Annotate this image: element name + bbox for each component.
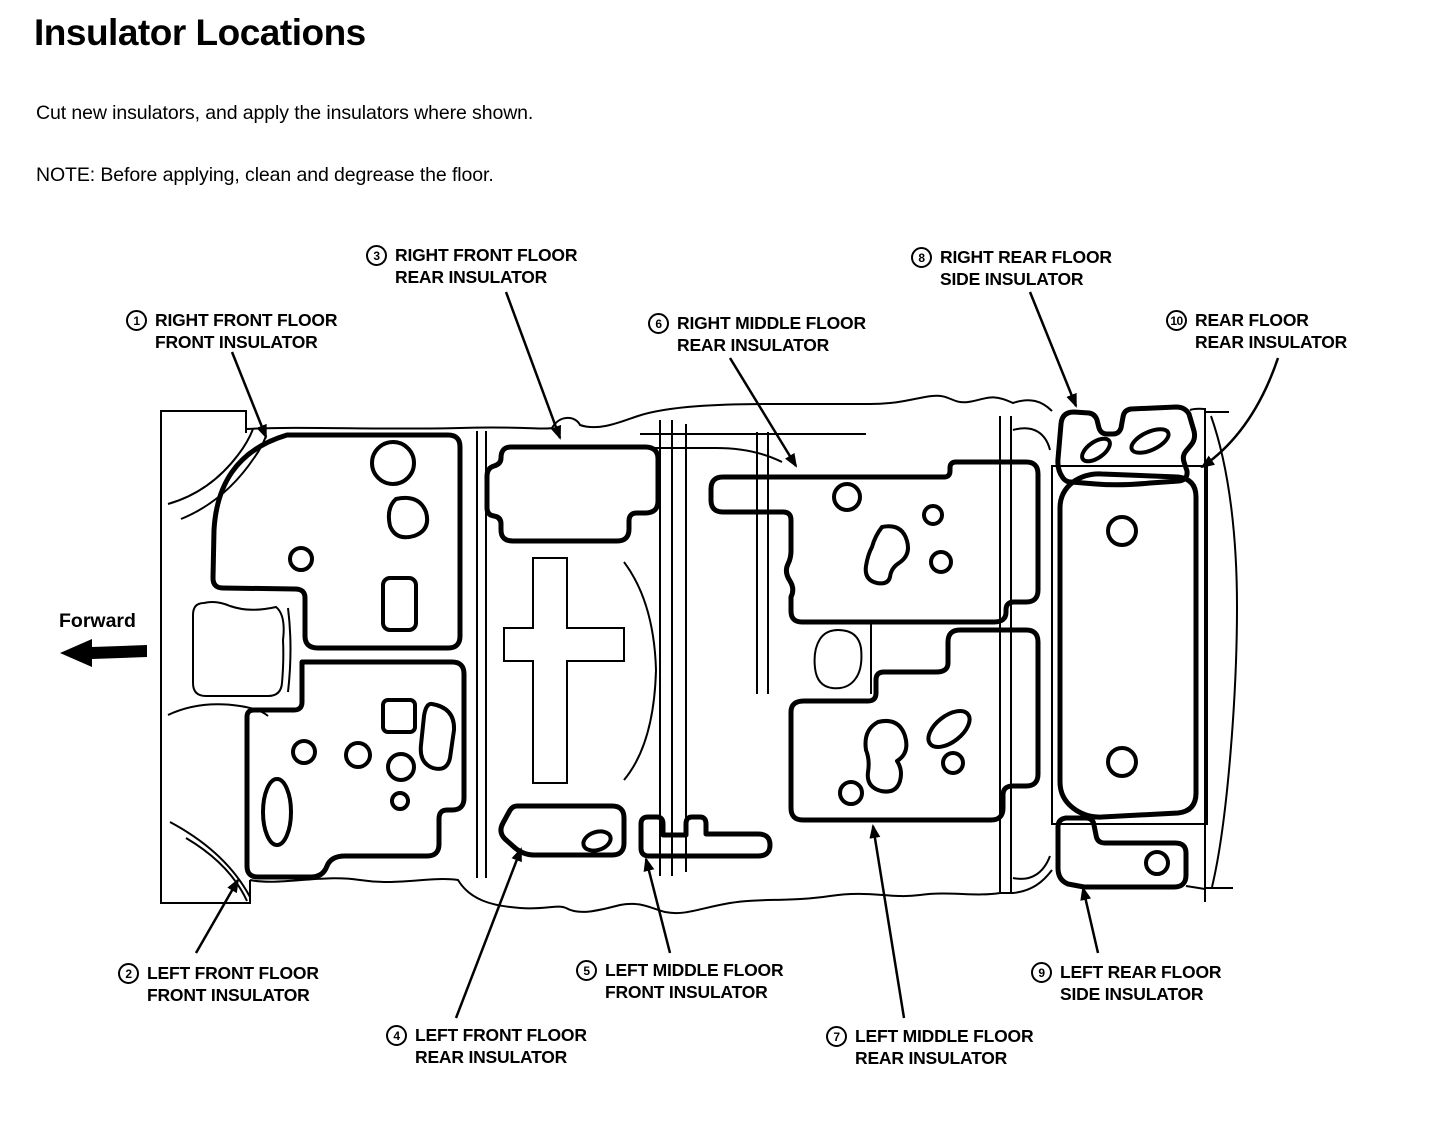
intro-text: Cut new insulators, and apply the insulators where shown. [36,102,534,124]
callout-3-line2: REAR INSULATOR [395,267,548,287]
leader-2 [196,880,238,953]
body-outline [161,396,1237,913]
callout-8-number: 8 [911,247,932,268]
patch-left-rear-floor-side-insulator [1058,818,1186,887]
callout-5-line1: LEFT MIDDLE FLOOR [605,960,784,980]
callout-1 [126,309,337,353]
callout-3 [366,244,577,288]
callout-7-number: 7 [826,1026,847,1047]
patch-right-front-floor-rear-insulator [487,447,658,541]
callout-10-number: 10 [1166,310,1187,331]
callout-1-line1: RIGHT FRONT FLOOR [155,310,338,330]
leader-9 [1083,888,1098,953]
callout-4-line1: LEFT FRONT FLOOR [415,1025,587,1045]
callout-5-number: 5 [576,960,597,981]
callout-2-line2: FRONT INSULATOR [147,985,310,1005]
callout-1-number: 1 [126,310,147,331]
callout-1-line2: FRONT INSULATOR [155,332,318,352]
leader-lines [196,292,1278,1018]
callout-6-number: 6 [648,313,669,334]
callout-10-line2: REAR INSULATOR [1195,332,1348,352]
callout-4 [386,1024,587,1068]
forward-label: Forward [59,610,136,632]
leader-4 [456,849,521,1018]
callout-8 [911,246,1112,290]
callout-5 [576,959,783,1003]
callout-9-line1: LEFT REAR FLOOR [1060,962,1222,982]
callout-6-line2: REAR INSULATOR [677,335,830,355]
callout-7-line1: LEFT MIDDLE FLOOR [855,1026,1034,1046]
callout-3-number: 3 [366,245,387,266]
leader-7 [873,826,904,1018]
callout-2 [118,962,319,1006]
callout-10 [1166,309,1347,353]
note-text: NOTE: Before applying, clean and degrease the floor. [36,164,494,186]
patch-right-front-floor-front-insulator [213,435,460,648]
page-title: Insulator Locations [34,12,366,53]
callout-2-number: 2 [118,963,139,984]
callout-8-line2: SIDE INSULATOR [940,269,1084,289]
callout-8-line1: RIGHT REAR FLOOR [940,247,1112,267]
callout-6-line1: RIGHT MIDDLE FLOOR [677,313,866,333]
callout-6 [648,312,866,356]
insulator-patches [213,407,1196,887]
callout-2-line1: LEFT FRONT FLOOR [147,963,319,983]
callout-9-number: 9 [1031,962,1052,983]
leader-3 [506,292,560,438]
callout-5-line2: FRONT INSULATOR [605,982,768,1002]
forward-arrow-icon [60,639,147,667]
callout-7 [826,1025,1033,1069]
leader-5 [646,859,670,953]
callout-9-line2: SIDE INSULATOR [1060,984,1204,1004]
callout-4-line2: REAR INSULATOR [415,1047,568,1067]
leader-1 [232,352,266,437]
callout-7-line2: REAR INSULATOR [855,1048,1008,1068]
callout-10-line1: REAR FLOOR [1195,310,1309,330]
callout-9 [1031,961,1221,1005]
callout-3-line1: RIGHT FRONT FLOOR [395,245,578,265]
patch-rear-floor-rear-insulator [1060,474,1196,817]
leader-8 [1030,292,1076,406]
callout-4-number: 4 [386,1025,407,1046]
